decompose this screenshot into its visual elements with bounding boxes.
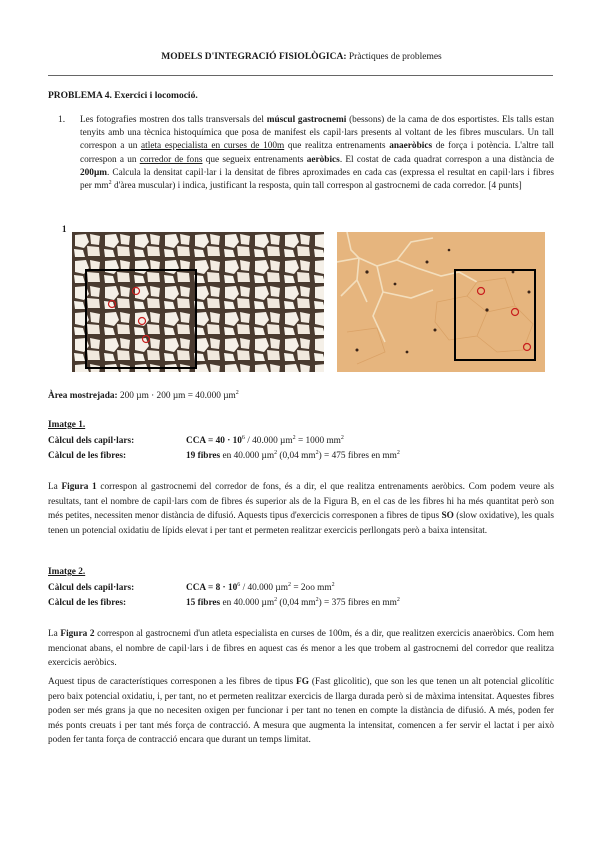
imatge1-fib-label: Càlcul de les fibres: (48, 451, 127, 461)
paragraph-figura2 (48, 627, 554, 671)
imatge1-fib-b: 19 fibres (186, 451, 221, 461)
page-header (0, 52, 603, 62)
q-underline-2: corredor de fons (139, 154, 203, 165)
imatge1-cap-s2: 2 (292, 434, 296, 441)
imatge2-cap-s3: 2 (331, 581, 335, 588)
header-title-bold: MODELS D'INTEGRACIÓ FISIOLÒGICA: (161, 52, 347, 62)
micrograph-anaerobic (337, 232, 545, 372)
p1-t3: (slow oxidative), les quals tenen un potencial oxidatiu de lípids elevat i per tant et permeten realitzar exercicis perllongats però a baixa intensitat. (48, 511, 554, 536)
imatge2-cap-s1: 6 (237, 581, 241, 588)
imatge1-cap-s1: 6 (241, 434, 245, 441)
imatge2-cap-v1: CCA = 8 · 10 (186, 583, 238, 593)
p1-t2: correspon al gastrocnemi del corredor de fons, és a dir, el que realitza entrenaments aeròbics. Com podem veure als resultats, tant el nombre de capil·lars com de fibres és superior als de la Figura B, en el cas de les fibres hi ha més quantitat però son més petites, necessiten menor distància de difusió. Aquests tipus d'exercicis corresponen a fibres de tipus (48, 482, 554, 521)
p3-t1: Aquest tipus de característiques corresponen a les fibres de tipus (48, 677, 297, 687)
imatge1-fib-s3: 2 (396, 449, 400, 456)
q-text-8: d'àrea muscular) i indica, justificant la resposta, quin tall correspon al gastrocnemi de cada corredor. [4 punts] (111, 181, 522, 192)
imatge2-fib-v2: (0,04 mm (277, 598, 316, 608)
p2-t1: La (48, 629, 61, 639)
imatge1-fib-v1: en 40.000 µm (220, 451, 275, 461)
imatge2-fib-s1: 2 (274, 596, 278, 603)
imatge1-title: Imatge 1. (48, 420, 86, 430)
imatge1-fib-v3: ) = 475 fibres en mm (318, 451, 397, 461)
q-underline-1: atleta especialista en curses de 100m (141, 141, 285, 152)
q-text-4: de força i potència. L'altre tall correspon a un (80, 141, 554, 165)
problem-title: PROBLEMA 4. Exercici i locomoció. (48, 91, 198, 101)
imatge2-title: Imatge 2. (48, 567, 86, 577)
micrograph-aerobic (72, 232, 324, 372)
imatge2-cap-s2: 2 (288, 581, 291, 588)
micrograph-aerobic-image (72, 232, 324, 372)
q-bold-1: múscul gastrocnemi (266, 115, 347, 125)
p1-b2: SO (441, 511, 454, 521)
imatge1-cap-s3: 2 (340, 434, 344, 441)
q-bold-4: 200µm (80, 167, 108, 178)
imatge1-fib-value (186, 451, 400, 461)
imatge1-cap-v1: CCA = 40 · 10 (186, 436, 242, 446)
imatge2-fib-value (186, 598, 400, 608)
header-title-rest: Pràctiques de problemes (346, 52, 442, 62)
imatge2-fib-v1: en 40.000 µm (220, 598, 275, 608)
p3-t2: (Fast glicolitic), que son les que tenen un alt potencial glicolític pero baix potencial oxidatiu, i, per tant, no et permeten realitzar exercicis de llarga durada però si de màxima intensitat. Aquestes fibres poden ser més grans ja que no necesiten oxigen per funcionar i per tant no tenen en compte la distància de difusió. A més, poden fer més ponts creuats i per tant més força de contracció. A mesura que augmenta la intensitat, comencen a fer servir el lactat i per això poden fer tanta força de contracció encara que durant un temps limitat. (48, 677, 554, 745)
area-value: 200 µm · 200 µm = 40.000 µm (117, 391, 236, 401)
imatge1-fib-s2: 2 (315, 449, 319, 456)
area-sup: 2 (235, 389, 239, 396)
p1-b1: Figura 1 (61, 482, 97, 492)
q-sup: 2 (108, 179, 112, 186)
q-text-1: Les fotografies mostren dos talls transversals del (80, 115, 267, 125)
imatge1-fib-s1: 2 (274, 449, 278, 456)
q-bold-3: aeròbics (306, 154, 340, 165)
area-label: Àrea mostrejada: (48, 391, 118, 401)
q-text-2: (bessons) de la cama de dos esportistes. Els talls estan tenyits amb una tècnica histoquímica que posa de manifest els capil·lars presents al voltant de les fibres musculars. Un tall correspon a un (80, 115, 554, 152)
imatge2-fib-s2: 2 (315, 596, 319, 603)
imatge2-fib-label: Càlcul de les fibres: (48, 598, 127, 608)
imatge1-fib-v2: (0,04 mm (277, 451, 316, 461)
figure-label: 1 (62, 224, 67, 234)
imatge1-cap-value (186, 436, 344, 446)
p3-b1: FG (296, 677, 309, 687)
paragraph-figura1 (48, 480, 554, 538)
imatge2-cap-value (186, 583, 335, 593)
p2-t2: correspon al gastrocnemi d'un atleta especialista en curses de 100m, és a dir, que realitzen exercicis anaeròbics. Com hem mencionat abans, el nombre de capil·lars i de fibres en aquest cas és menor a les que trobem al gastrocnemi del corredor que realitza exercicis aeròbics. (48, 629, 554, 668)
question-text (80, 114, 554, 193)
imatge2-fib-v3: ) = 375 fibres en mm (318, 598, 397, 608)
sampled-area (48, 391, 239, 401)
imatge1-cap-v3: = 1000 mm (295, 436, 341, 446)
imatge1-cap-v2: / 40.000 µm (244, 436, 293, 446)
imatge2-fib-b: 15 fibres (186, 598, 221, 608)
imatge2-cap-label: Càlcul dels capil·lars: (48, 583, 135, 593)
header-divider (48, 75, 553, 76)
q-text-7: . Calcula la densitat capil·lar i la densitat de fibres aproximades en cada cas (expressa el resultat en capil·lars i fibres per mm (80, 167, 554, 192)
imatge2-cap-v3: = 2oo mm (291, 583, 332, 593)
imatge2-cap-v2: / 40.000 µm (240, 583, 288, 593)
p1-t1: La (48, 482, 62, 492)
p2-b1: Figura 2 (60, 629, 95, 639)
paragraph-fg-fibres (48, 675, 554, 748)
imatge2-fib-s3: 2 (396, 596, 400, 603)
q-bold-2: anaeròbics (389, 141, 433, 152)
q-text-5: que segueix entrenaments (202, 154, 307, 165)
q-text-6: . El costat de cada quadrat correspon a una distància de (339, 154, 555, 165)
question-number: 1. (58, 115, 66, 125)
micrograph-anaerobic-image (337, 232, 545, 372)
q-text-3: que realitza entrenaments (284, 141, 390, 152)
imatge1-cap-label: Càlcul dels capil·lars: (48, 436, 135, 446)
